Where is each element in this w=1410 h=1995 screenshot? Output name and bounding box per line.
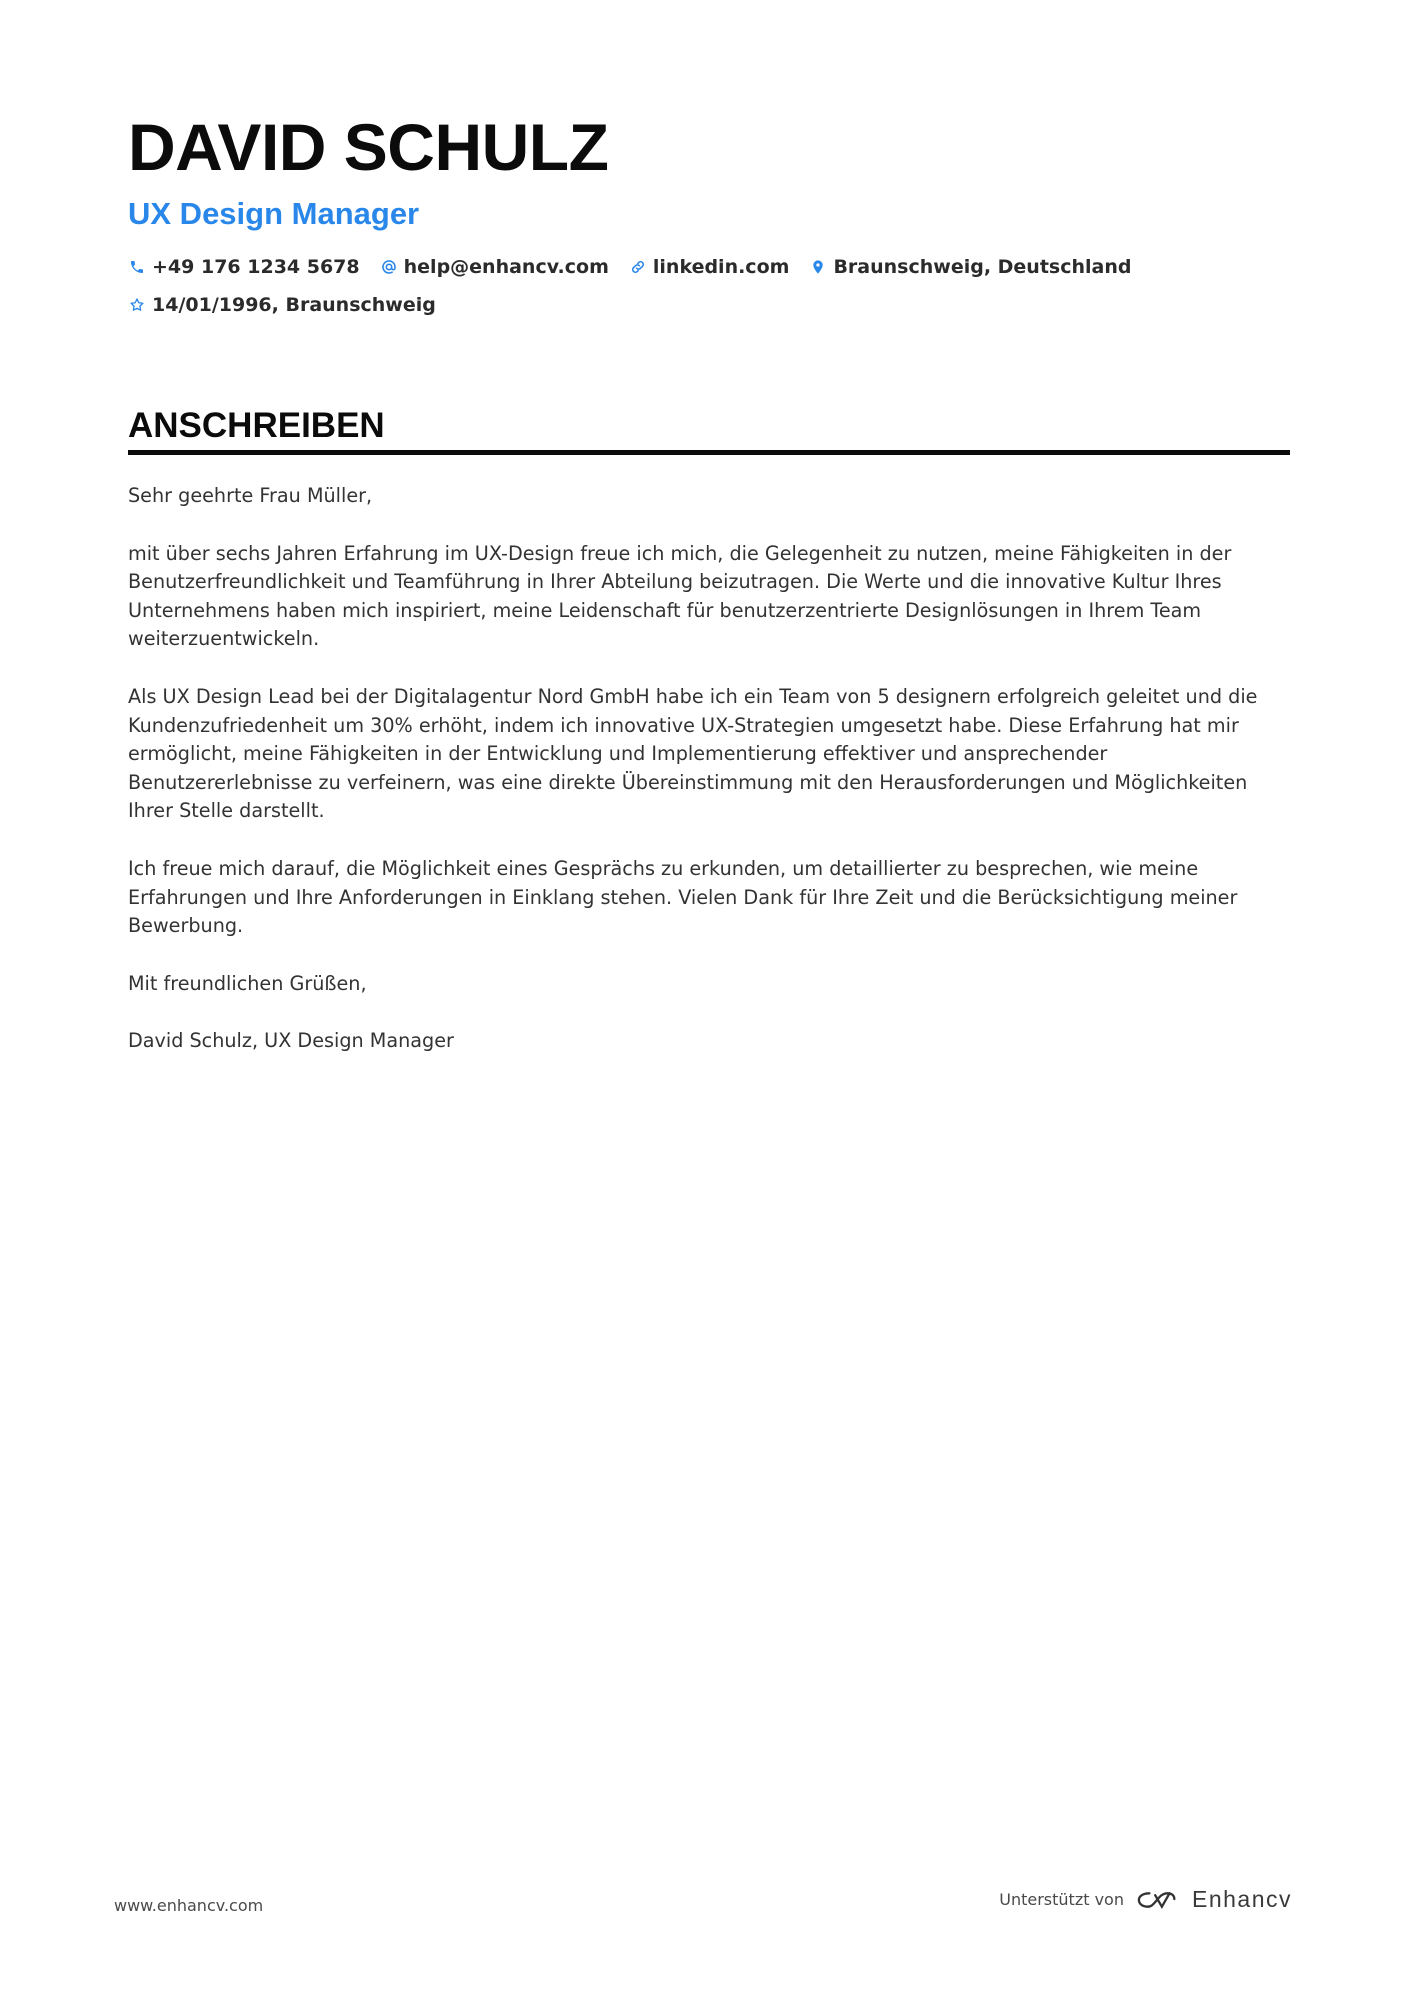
phone-icon xyxy=(128,258,146,276)
section-title: ANSCHREIBEN xyxy=(128,406,385,445)
section-divider xyxy=(128,450,1290,455)
linkedin-text[interactable]: linkedin.com xyxy=(652,256,790,278)
contact-email[interactable] xyxy=(380,256,609,278)
location-text: Braunschweig, Deutschland xyxy=(833,256,1132,278)
location-pin-icon xyxy=(809,258,827,276)
letter-body xyxy=(128,482,1290,1056)
footer-website[interactable]: www.enhancv.com xyxy=(114,1896,264,1915)
job-title: UX Design Manager xyxy=(128,196,420,231)
contact-birth xyxy=(128,294,436,316)
footer-branding xyxy=(999,1886,1292,1913)
email-text[interactable]: help@enhancv.com xyxy=(403,256,609,278)
candidate-name: DAVID SCHULZ xyxy=(128,110,609,184)
salutation: Sehr geehrte Frau Müller, xyxy=(128,484,373,507)
at-icon xyxy=(380,258,398,276)
enhancv-logo-icon xyxy=(1136,1887,1182,1913)
contact-row-2 xyxy=(128,290,1290,320)
phone-text: +49 176 1234 5678 xyxy=(152,256,360,278)
enhancv-logo[interactable] xyxy=(1136,1886,1292,1913)
paragraph-3: Ich freue mich darauf, die Möglichkeit eines Gesprächs zu erkunden, um detaillierter zu besprechen, wie meine Erfahrungen und Ihre Anforderungen in Einklang stehen. Vielen Dank für Ihre Zeit und die Berücksichtigung meiner Bewerbung. xyxy=(128,856,1238,938)
link-icon xyxy=(629,258,647,276)
cover-letter-section xyxy=(128,404,1290,1085)
contact-linkedin[interactable] xyxy=(629,256,790,278)
contact-row xyxy=(128,252,1290,282)
paragraph-1: mit über sechs Jahren Erfahrung im UX-Design freue ich mich, die Gelegenheit zu nutzen, meine Fähigkeiten in der Benutzerfreundlichkeit und Teamführung in Ihrer Abteilung beizutragen. Die Werte und die innovative Kultur Ihres Unternehmens haben mich inspiriert, meine Leidenschaft für benutzerzentrierte Designlösungen in Ihrem Team weiterzuentwickeln. xyxy=(128,541,1232,651)
brand-name: Enhancv xyxy=(1191,1886,1292,1912)
signature: David Schulz, UX Design Manager xyxy=(128,1029,454,1053)
contact-location xyxy=(809,256,1131,278)
birth-text: 14/01/1996, Braunschweig xyxy=(152,294,436,316)
star-icon xyxy=(128,296,146,314)
header xyxy=(128,108,1290,320)
contact-phone xyxy=(128,256,360,278)
powered-by-text: Unterstützt von xyxy=(999,1890,1124,1909)
paragraph-2: Als UX Design Lead bei der Digitalagentur Nord GmbH habe ich ein Team von 5 designern erfolgreich geleitet und die Kundenzufriedenheit um 30% erhöht, indem ich innovative UX-Strategien umgesetzt habe. Diese Erfahrung hat mir ermöglicht, meine Fähigkeiten in der Entwicklung und Implementierung effektiver und ansprechender Benutzererlebnisse zu verfeinern, was eine direkte Übereinstimmung mit den Herausforderungen und Möglichkeiten Ihrer Stelle darstellt. xyxy=(128,684,1258,823)
closing: Mit freundlichen Grüßen, xyxy=(128,971,367,995)
